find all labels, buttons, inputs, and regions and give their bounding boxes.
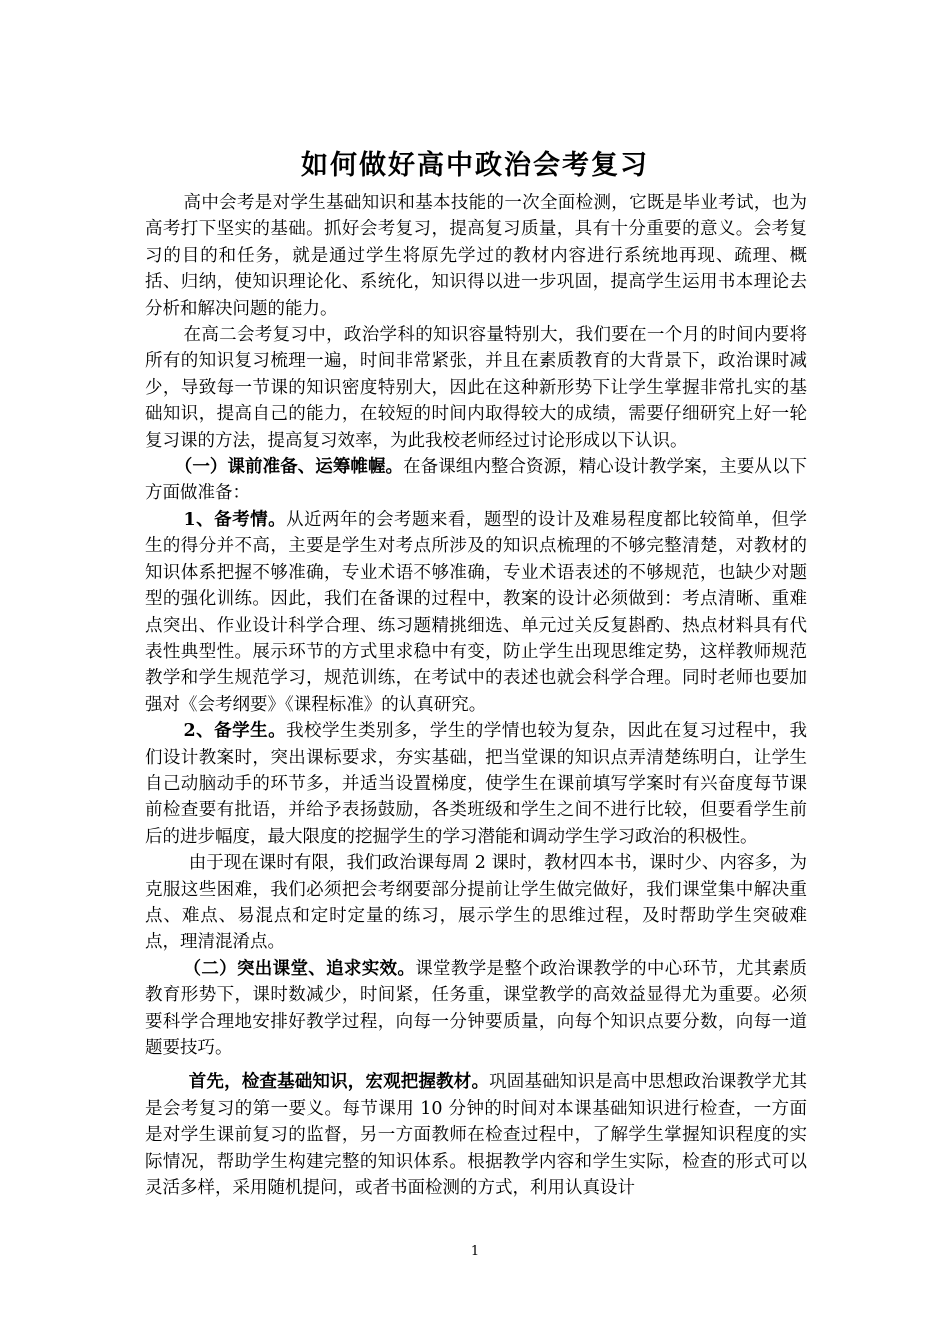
section-heading: （二）突出课堂、追求实效。: [183, 958, 416, 979]
paragraph-check-basics: [145, 1069, 807, 1201]
page-number: 1: [470, 1244, 480, 1259]
paragraph-intro: [145, 190, 807, 322]
subsection-heading: 首先，检查基础知识，宏观把握教材。: [188, 1072, 490, 1093]
paragraph-text: 由于现在课时有限，我们政治课每周 2 课时，教材四本书，课时少、内容多，为克服这些困难，我们必须把会考纲要部分提前让学生做完做好，我们课堂集中解决重点、难点、易混点和定时定量的练习，展示学生的思维过程，及时帮助学生突破难点，理清混淆点。: [145, 853, 807, 953]
paragraph-text: 我校学生类别多，学生的学情也较为复杂，因此在复习过程中，我们设计教案时，突出课标要求，夯实基础，把当堂课的知识点弄清楚练明白，让学生自己动脑动手的环节多，并适当设置梯度，使学生在课前填写学案时有兴奋度每节课前检查要有批语，并给予表扬鼓励，各类班级和学生之间不进行比较，但要看学生前后的进步幅度，最大限度的挖掘学生的学习潜能和调动学生学习政治的积极性。: [145, 721, 807, 847]
paragraph-background: [145, 322, 807, 454]
document-title: 如何做好高中政治会考复习: [301, 150, 649, 182]
paragraph-prepare-exam: [145, 507, 807, 718]
paragraph-text: 在高二会考复习中，政治学科的知识容量特别大，我们要在一个月的时间内要将所有的知识复习梳理一遍，时间非常紧张，并且在素质教育的大背景下，政治课时减少，导致每一节课的知识密度特别大，因此在这种新形势下让学生掌握非常扎实的基础知识，提高自己的能力，在较短的时间内取得较大的成绩，需要仔细研究上好一轮复习课的方法，提高复习效率，为此我校老师经过讨论形成以下认识。: [145, 325, 807, 451]
paragraph-text: 巩固基础知识是高中思想政治课教学尤其是会考复习的第一要义。每节课用 10 分钟的时间对本课基础知识进行检查，一方面是对学生课前复习的监督，另一方面教师在检查过程中，了解学生掌握知识程度的实际情况，帮助学生构建完整的知识体系。根据教学内容和学生实际，检查的形式可以灵活多样，采用随机提问，或者书面检测的方式，利用认真设计: [145, 1072, 807, 1199]
document-body: [145, 190, 807, 1201]
subsection-heading: 2、备学生。: [183, 721, 287, 742]
paragraph-text: 高中会考是对学生基础知识和基本技能的一次全面检测，它既是毕业考试，也为高考打下坚实的基础。抓好会考复习，提高复习质量，具有十分重要的意义。会考复习的目的和任务，就是通过学生将原先学过的教材内容进行系统地再现、疏理、概括、归纳，使知识理论化、系统化，知识得以进一步巩固，提高学生运用书本理论去分析和解决问题的能力。: [145, 193, 807, 319]
paragraph-section-one: [145, 454, 807, 507]
paragraph-text: 从近两年的会考题来看，题型的设计及难易程度都比较简单，但学生的得分并不高，主要是学生对考点所涉及的知识点梳理的不够完整清楚，对教材的知识体系把握不够准确，专业术语不够准确，专业术语表述的不够规范，也缺少对题型的强化训练。因此，我们在备课的过程中，教案的设计必须做到：考点清晰、重难点突出、作业设计科学合理、练习题精挑细选、单元过关反复斟酌、热点材料具有代表性典型性。展示环节的方式里求稳中有变，防止学生出现思维定势，这样教师规范教学和学生规范学习，规范训练，在考试中的表述也就会科学合理。同时老师也要加强对《会考纲要》《课程标准》的认真研究。: [145, 509, 807, 715]
paragraph-prepare-students: [145, 718, 807, 850]
section-heading: （一）课前准备、运筹帷幄。: [174, 457, 404, 478]
paragraph-section-two: [145, 956, 807, 1062]
paragraph-text: 课堂教学是整个政治课教学的中心环节，尤其素质教育形势下，课时数减少，时间紧，任务重，课堂教学的高效益显得尤为重要。必须要科学合理地安排好教学过程，向每一分钟要质量，向每个知识点要分数，向每一道题要技巧。: [145, 958, 808, 1058]
paragraph-text: 在备课组内整合资源，精心设计教学案，主要从以下方面做准备：: [145, 457, 808, 504]
paragraph-limited-hours: [145, 850, 807, 956]
subsection-heading: 1、备考情。: [183, 509, 287, 530]
